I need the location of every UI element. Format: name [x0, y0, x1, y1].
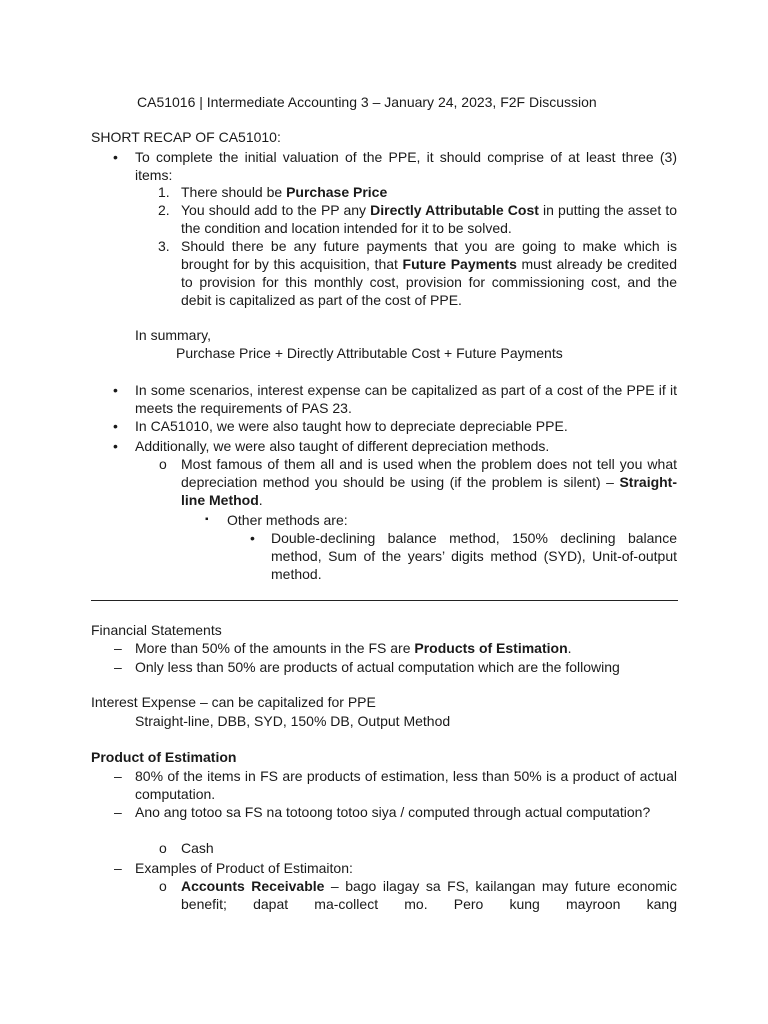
poe-item-2: Ano ang totoo sa FS na totoong totoo siya / computed through actual computation?	[135, 804, 651, 820]
depreciation-methods-line: Straight-line, DBB, SYD, 150% DB, Output Method	[135, 713, 451, 729]
interest-expense-line: Interest Expense – can be capitalized for PPE	[91, 694, 376, 710]
other-methods-label: Other methods are:	[227, 512, 348, 528]
accounts-receivable-item: Accounts Receivable – bago ilagay sa FS, kailangan may future economic benefit; dapat ma-collect mo. Pero kung mayroon kang	[181, 878, 677, 912]
list-number: 3.	[158, 238, 170, 254]
bullet-marker: •	[113, 438, 118, 454]
fs-item-1: More than 50% of the amounts in the FS are Products of Estimation.	[135, 640, 572, 656]
section-divider	[91, 600, 678, 601]
accounts-receivable-term: Accounts Receivable	[181, 878, 325, 894]
square-marker: ▪	[205, 514, 209, 525]
bullet-marker: •	[113, 149, 118, 165]
circle-marker: o	[159, 878, 167, 894]
numbered-item-3: Should there be any future payments that you are going to make which is brought for by this acquisition, that Future Payments must already be credited to provision for this monthly cost, provision for commissioning cost, and the debit is capitalized as part of the cost of PPE.	[181, 238, 677, 308]
circle-marker: o	[159, 456, 167, 472]
poe-item-3: Examples of Product of Estimaiton:	[135, 860, 353, 876]
dash-marker: –	[114, 659, 122, 675]
dash-marker: –	[114, 860, 122, 876]
sub-item-straight-line: Most famous of them all and is used when the problem does not tell you what depreciation method you should be using (if the problem is silent) – Straight-line Method.	[181, 456, 678, 508]
bullet-marker: •	[113, 382, 118, 398]
recap-heading: SHORT RECAP OF CA51010:	[91, 129, 281, 145]
document-title: CA51016 | Intermediate Accounting 3 – January 24, 2023, F2F Discussion	[137, 94, 597, 110]
dash-marker: –	[114, 804, 122, 820]
dash-marker: –	[114, 768, 122, 784]
list-number: 1.	[158, 184, 170, 200]
other-methods-list: Double-declining balance method, 150% declining balance method, Sum of the years’ digits method (SYD), Unit-of-output method.	[271, 530, 677, 582]
straight-line-method-term: Straight-line Method	[181, 474, 678, 508]
future-payments-term: Future Payments	[402, 256, 517, 272]
purchase-price-term: Purchase Price	[286, 184, 388, 200]
recap-bullet-2: In some scenarios, interest expense can be capitalized as part of a cost of the PPE if it meets the requirements of PAS 23.	[135, 382, 677, 416]
recap-bullet-4: Additionally, we were also taught of different depreciation methods.	[135, 438, 550, 454]
bullet-marker: •	[250, 530, 255, 546]
numbered-item-1: There should be Purchase Price	[181, 184, 388, 200]
directly-attributable-cost-term: Directly Attributable Cost	[370, 202, 539, 218]
poe-heading: Product of Estimation	[91, 749, 237, 765]
list-number: 2.	[158, 202, 170, 218]
poe-item-1: 80% of the items in FS are products of estimation, less than 50% is a product of actual computation.	[135, 768, 677, 802]
products-of-estimation-term: Products of Estimation	[414, 640, 568, 656]
bullet-marker: •	[113, 418, 118, 434]
summary-label: In summary,	[135, 327, 211, 343]
fs-heading: Financial Statements	[91, 622, 222, 638]
circle-marker: o	[159, 840, 167, 856]
fs-item-2: Only less than 50% are products of actual computation which are the following	[135, 659, 620, 675]
recap-bullet-1: To complete the initial valuation of the PPE, it should comprise of at least three (3) items:	[135, 149, 677, 183]
dash-marker: –	[114, 640, 122, 656]
cash-item: Cash	[181, 840, 214, 856]
numbered-item-2: You should add to the PP any Directly Attributable Cost in putting the asset to the condition and location intended for it to be solved.	[181, 202, 678, 236]
summary-formula: Purchase Price + Directly Attributable Cost + Future Payments	[176, 345, 563, 361]
recap-bullet-3: In CA51010, we were also taught how to depreciate depreciable PPE.	[135, 418, 568, 434]
